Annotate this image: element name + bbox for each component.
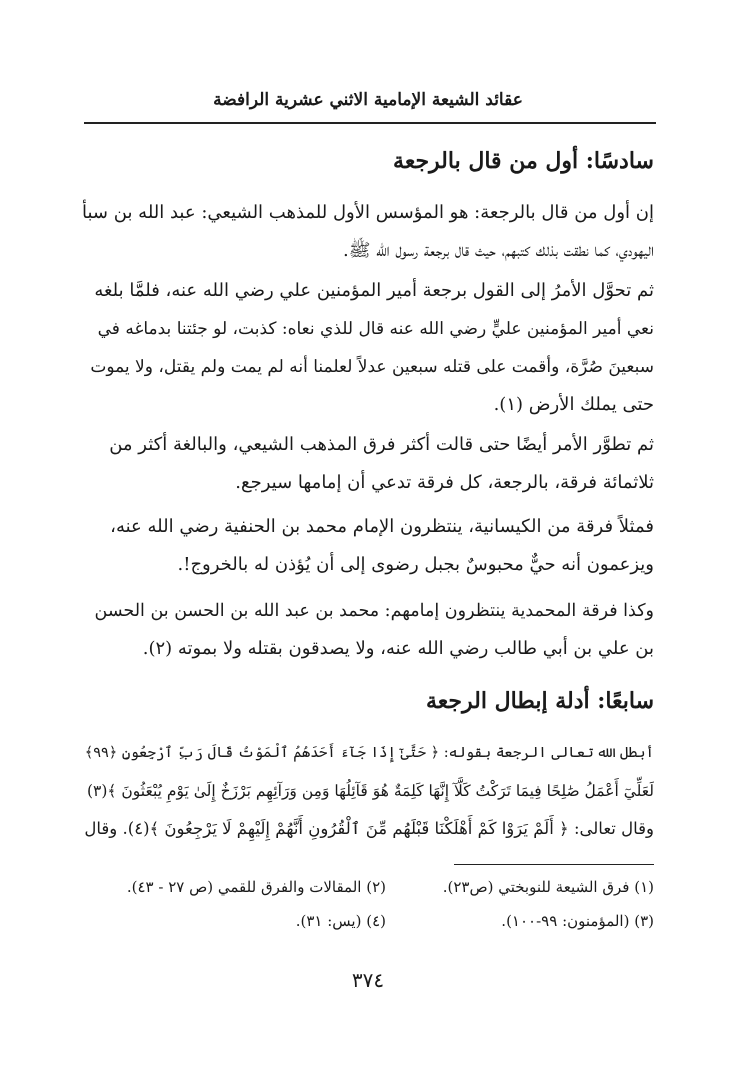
section-7-heading: سابعًا: أدلة إبطال الرجعة (425, 688, 654, 714)
footnote-1: (١) فرق الشيعة للنوبختي (ص٢٣). (442, 878, 654, 896)
text-line: وقال تعالى: ﴿ أَلَمْ يَرَوْا كَمْ أَهْلَكْنَا قَبْلَهُم مِّنَ ٱلْقُرُونِ أَنَّهُمْ إِلَيْهِمْ لَا يَرْجِعُونَ ﴾(٤). وقال (84, 819, 654, 838)
footnote-3: (٣) (المؤمنون: ٩٩-١٠٠). (501, 912, 654, 930)
paragraph-evidence-verses (82, 734, 654, 848)
text-line: لَعَلِّيٓ أَعْمَلُ صَٰلِحًا فِيمَا تَرَكْتُ كَلَّآ إِنَّهَا كَلِمَةٌ هُوَ قَآئِلُهَا وَمِن وَرَآئِهِم بَرْزَخٌ إِلَىٰ يَوْمِ يُبْعَثُونَ ﴾(٣) (86, 782, 654, 800)
page-number: ٣٧٤ (351, 968, 385, 992)
text-line: أبطل الله تعالى الرجعة بقوله: ﴿ حَتَّىٰٓ إِذَا جَآءَ أَحَدَهُمُ ٱلْمَوْتُ قَالَ رَبِّ ٱرْجِعُونِ ﴿٩٩﴾ (84, 745, 654, 761)
paragraph-kaysaniyya (82, 508, 654, 584)
paragraph-muhammadiyya (82, 592, 654, 668)
text-line: نعي أمير المؤمنين عليٍّ رضي الله عنه قال للذي نعاه: كذبت، لو جئتنا بدماغه في (97, 319, 654, 339)
header-rule (84, 122, 656, 124)
text-line: سبعينَ صُرَّة، وأقمت على قتله سبعين عدلاً لعلمنا أنه لم يمت ولم يقتل، ولا يموت (90, 357, 654, 377)
text-line: ثلاثمائة فرقة، بالرجعة، كل فرقة تدعي أن إمامها سيرجع. (235, 472, 654, 493)
footnote-rule (454, 864, 654, 865)
text-line: فمثلاً فرقة من الكيسانية، ينتظرون الإمام محمد بن الحنفية رضي الله عنه، (110, 516, 654, 537)
text-line: إن أول من قال بالرجعة: هو المؤسس الأول للمذهب الشيعي: عبد الله بن سبأ (82, 202, 654, 223)
footnote-2: (٢) المقالات والفرق للقمي (ص ٢٧ - ٤٣). (126, 878, 386, 896)
section-6-heading: سادسًا: أول من قال بالرجعة (393, 148, 654, 174)
text-line: اليهودي، كما نطقت بذلك كتبهم، حيث قال برجعة رسول الله ﷺ. (342, 240, 654, 261)
footnote-4: (٤) (يس: ٣١). (295, 912, 386, 930)
paragraph-first-to-say-raja (82, 194, 654, 270)
text-line: حتى يملك الأرض (١). (493, 394, 654, 415)
text-line: بن علي بن أبي طالب رضي الله عنه، ولا يصدقون بقتله ولا بموته (٢). (142, 638, 654, 659)
running-title: عقائد الشيعة الإمامية الاثني عشرية الرافضة (213, 90, 523, 110)
paragraph-ali-raja (82, 272, 654, 424)
paragraph-sects-development (82, 426, 654, 502)
text-line: ثم تحوَّل الأمرُ إلى القول برجعة أمير المؤمنين علي رضي الله عنه، فلمَّا بلغه (94, 280, 654, 301)
text-line: ويزعمون أنه حيٌّ محبوسٌ بجبل رضوى إلى أن يُؤذن له بالخروج!. (177, 554, 654, 575)
text-line: وكذا فرقة المحمدية ينتظرون إمامهم: محمد بن عبد الله بن الحسن بن الحسن (94, 601, 654, 621)
text-line: ثم تطوَّر الأمر أيضًا حتى قالت أكثر فرق المذهب الشيعي، والبالغة أكثر من (109, 434, 654, 455)
